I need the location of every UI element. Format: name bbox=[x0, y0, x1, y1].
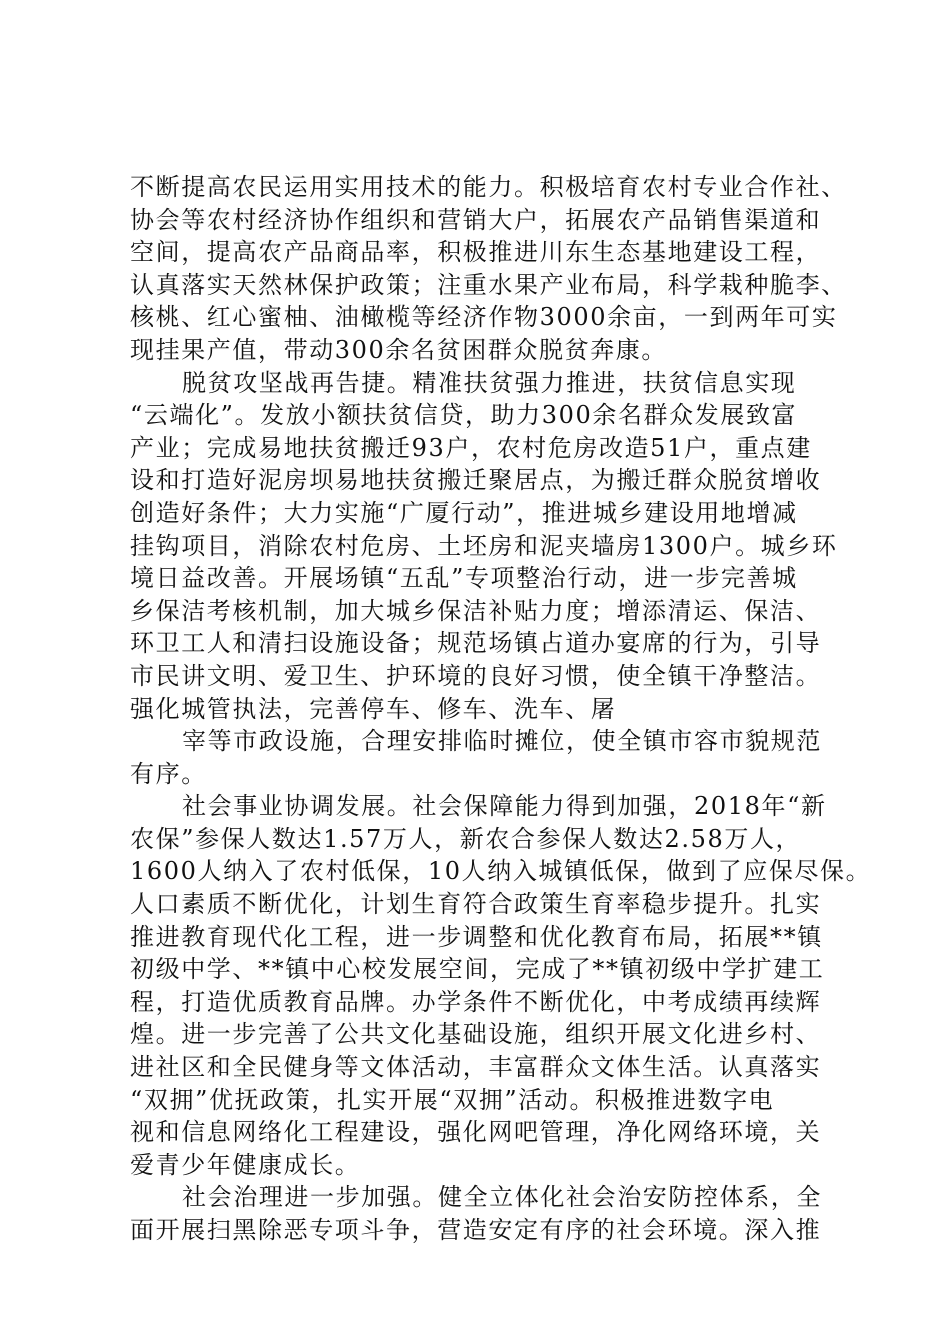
text-line: 人口素质不断优化，计划生育符合政策生育率稳步提升。扎实 bbox=[130, 890, 822, 919]
text-line: 爱青少年健康成长。 bbox=[130, 1150, 361, 1179]
text-line: 推进教育现代化工程，进一步调整和优化教育布局，拓展**镇 bbox=[130, 922, 823, 951]
text-line: 程，打造优质教育品牌。办学条件不断优化，中考成绩再续辉 bbox=[130, 987, 822, 1016]
text-line: “双拥”优抚政策，扎实开展“双拥”活动。积极推进数字电 bbox=[130, 1085, 775, 1114]
text-line: 挂钩项目，消除农村危房、土坯房和泥夹墙房1300户。城乡环 bbox=[130, 531, 838, 560]
text-line: 社会事业协调发展。社会保障能力得到加强，2018年“新 bbox=[182, 792, 827, 821]
text-line: 视和信息网络化工程建设，强化网吧管理，净化网络环境，关 bbox=[130, 1118, 822, 1147]
text-line: 产业；完成易地扶贫搬迁93户，农村危房改造51户，重点建 bbox=[130, 433, 812, 462]
text-line: 1600人纳入了农村低保，10人纳入城镇低保，做到了应保尽保。 bbox=[130, 857, 872, 886]
text-line: 有序。 bbox=[130, 759, 207, 788]
text-line: 不断提高农民运用实用技术的能力。积极培育农村专业合作社、 bbox=[130, 173, 847, 201]
text-line: 社会治理进一步加强。健全立体化社会治安防控体系，全 bbox=[182, 1183, 822, 1212]
text-line: 境日益改善。开展场镇“五乱”专项整治行动，进一步完善城 bbox=[130, 564, 798, 593]
text-line: 市民讲文明、爱卫生、护环境的良好习惯，使全镇干净整洁。 bbox=[130, 661, 822, 690]
text-line: 初级中学、**镇中心校发展空间，完成了**镇初级中学扩建工 bbox=[130, 955, 825, 984]
text-line: 煌。进一步完善了公共文化基础设施，组织开展文化进乡村、 bbox=[130, 1020, 822, 1049]
document-body-text bbox=[130, 171, 872, 1247]
text-line: 设和打造好泥房坝易地扶贫搬迁聚居点，为搬迁群众脱贫增收 bbox=[130, 466, 822, 495]
text-line: 进社区和全民健身等文体活动，丰富群众文体生活。认真落实 bbox=[130, 1053, 822, 1082]
text-line: “云端化”。发放小额扶贫信贷，助力300余名群众发展致富 bbox=[130, 401, 798, 430]
text-line: 强化城管执法，完善停车、修车、洗车、屠 bbox=[130, 694, 617, 723]
text-line: 乡保洁考核机制，加大城乡保洁补贴力度；增添清运、保洁、 bbox=[130, 596, 822, 625]
text-line: 环卫工人和清扫设施设备；规范场镇占道办宴席的行为，引导 bbox=[130, 629, 822, 658]
text-line: 空间，提高农产品商品率，积极推进川东生态基地建设工程， bbox=[130, 238, 822, 267]
text-line: 核桃、红心蜜柚、油橄榄等经济作物3000余亩，一到两年可实 bbox=[130, 303, 838, 332]
text-line: 面开展扫黑除恶专项斗争，营造安定有序的社会环境。深入推 bbox=[130, 1216, 822, 1244]
text-line: 协会等农村经济协作组织和营销大户，拓展农产品销售渠道和 bbox=[130, 205, 822, 234]
text-line: 现挂果产值，带动300余名贫困群众脱贫奔康。 bbox=[130, 335, 668, 364]
text-line: 宰等市政设施，合理安排临时摊位，使全镇市容市貌规范 bbox=[182, 727, 822, 756]
text-line: 农保”参保人数达1.57万人，新农合参保人数达2.58万人， bbox=[130, 824, 802, 853]
text-line: 认真落实天然林保护政策；注重水果产业布局，科学栽种脆李、 bbox=[130, 270, 847, 299]
text-line: 创造好条件；大力实施“广厦行动”，推进城乡建设用地增减 bbox=[130, 498, 798, 527]
text-line: 脱贫攻坚战再告捷。精准扶贫强力推进，扶贫信息实现 bbox=[182, 368, 797, 397]
